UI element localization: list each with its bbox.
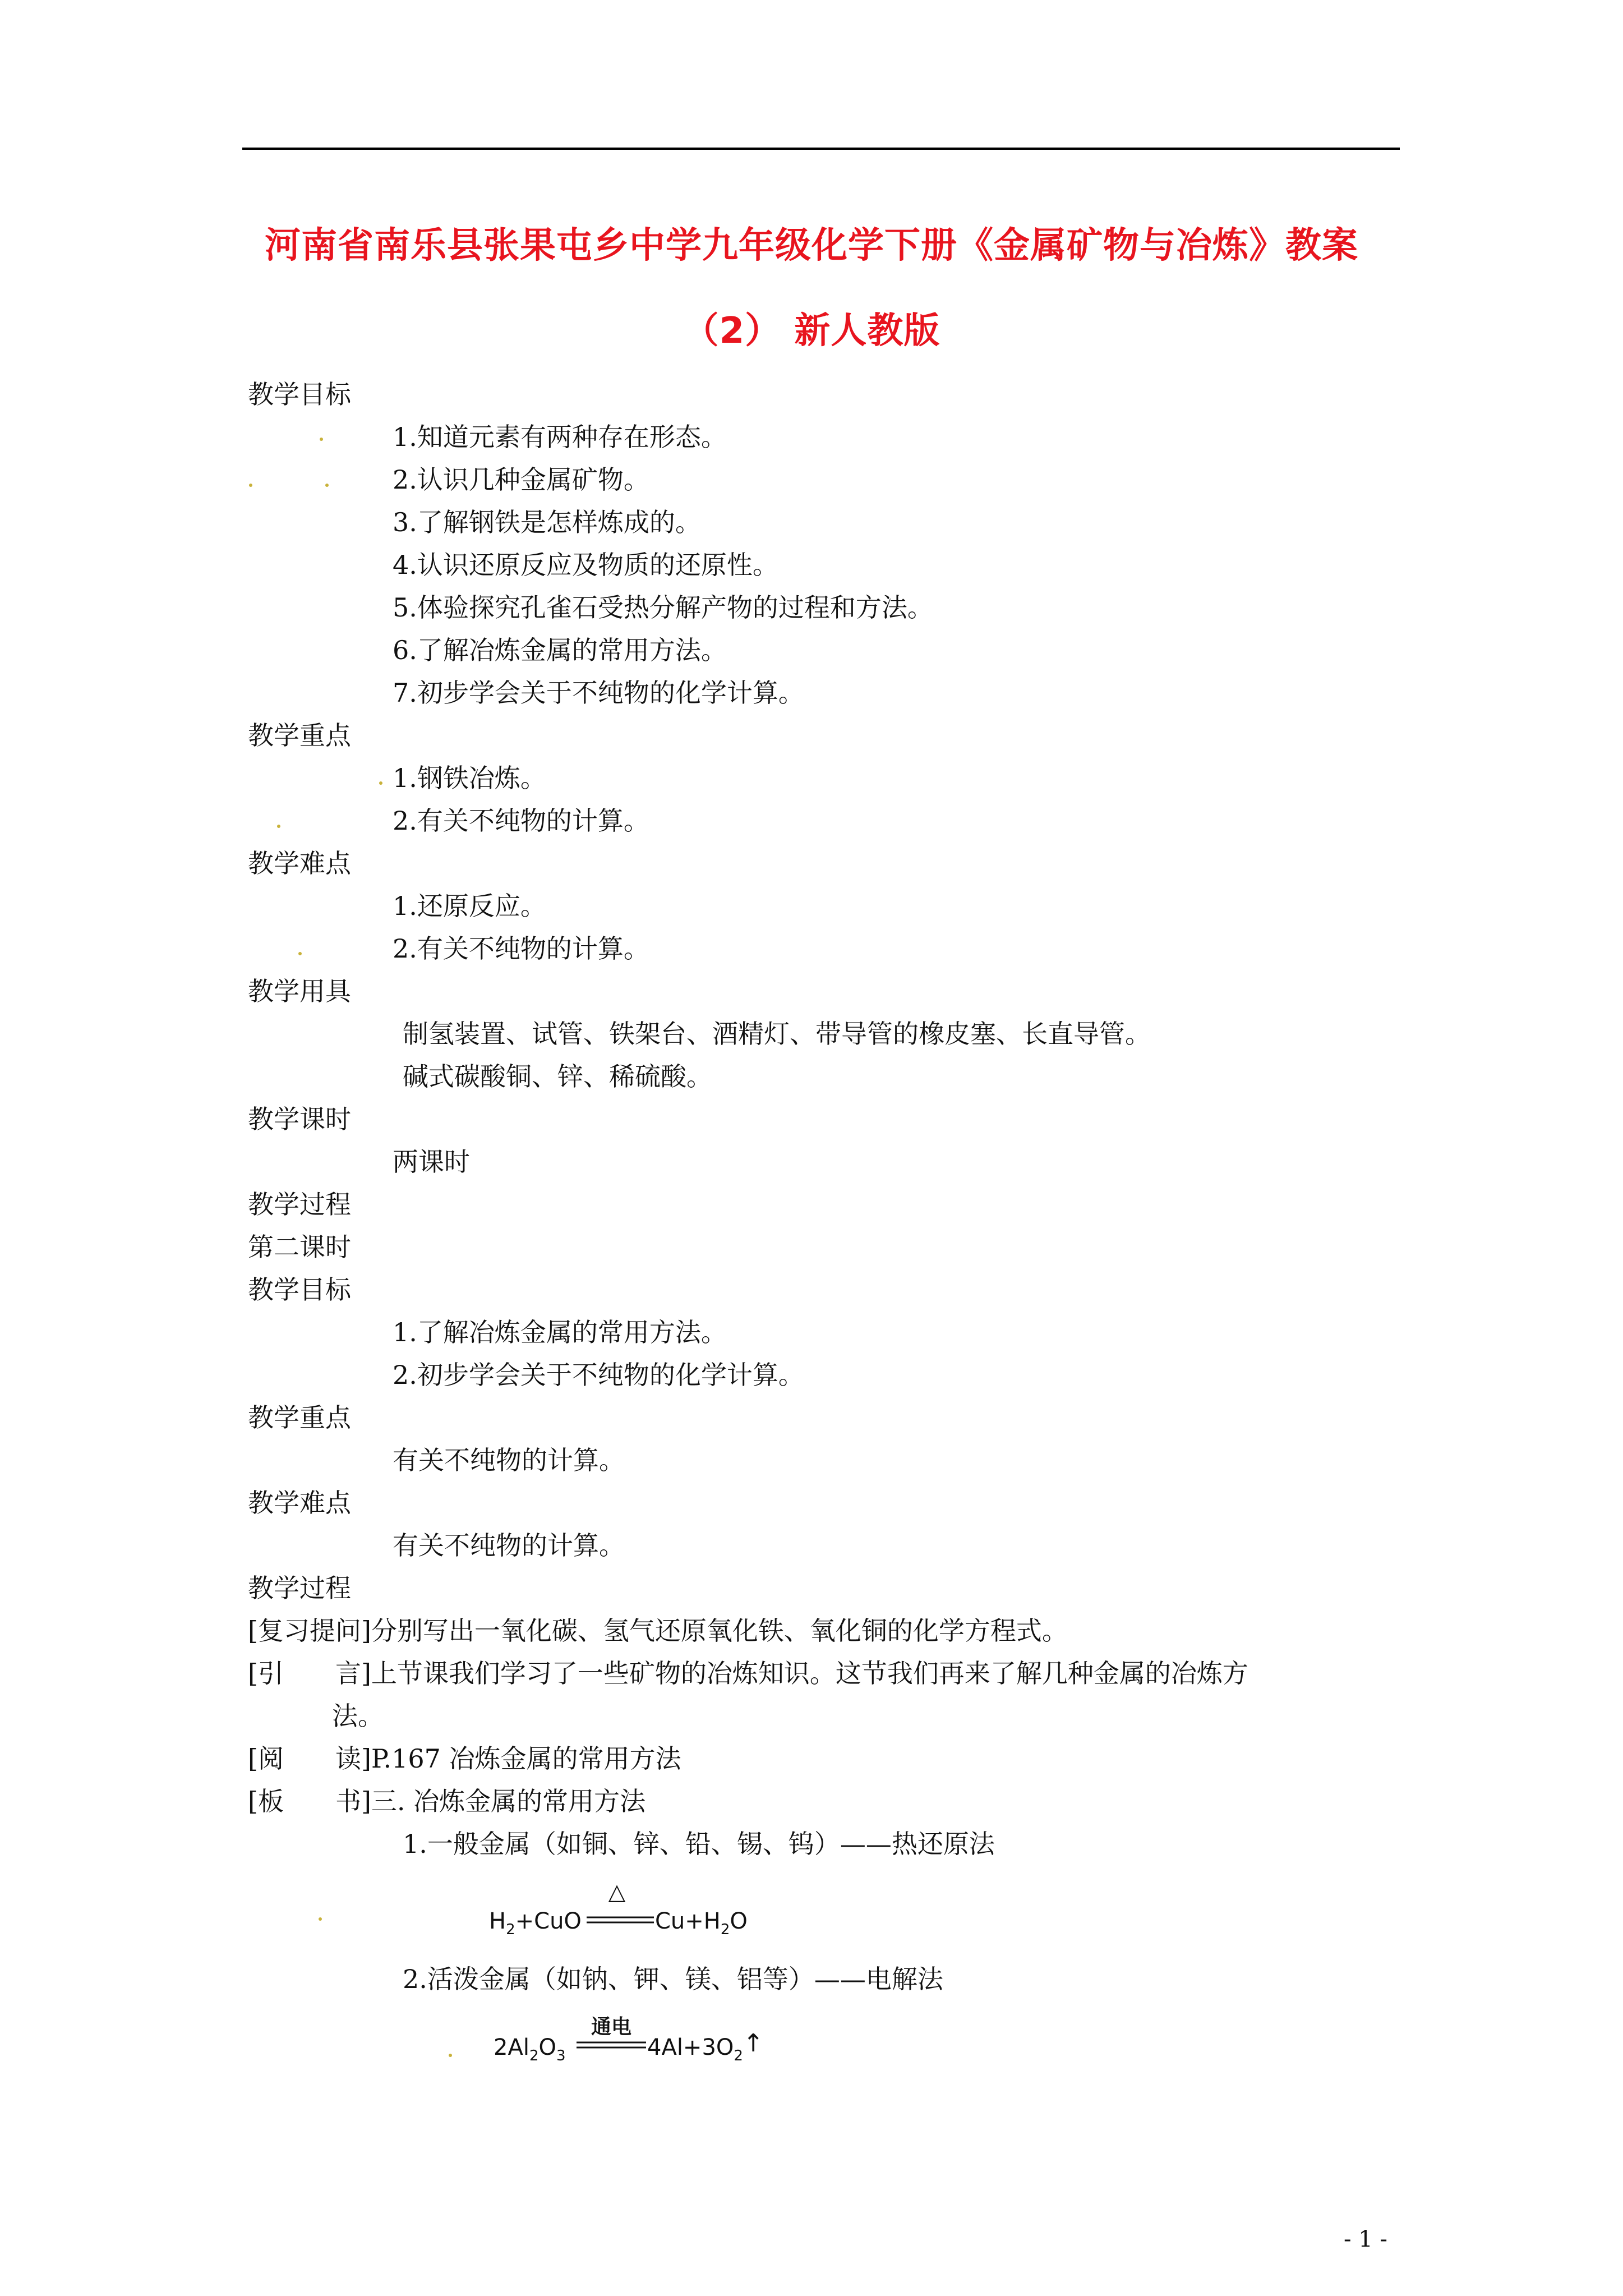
- reaction-condition-heat: △: [608, 1879, 626, 1905]
- introduction-line-continued: 法。: [332, 1701, 384, 1731]
- section-heading: 教学重点: [248, 1402, 351, 1433]
- section-heading: 教学用具: [248, 976, 351, 1006]
- section-heading: 教学过程: [248, 1189, 351, 1220]
- section-heading: 教学难点: [248, 848, 351, 878]
- list-item: 碱式碳酸铜、锌、稀硫酸。: [403, 1061, 712, 1092]
- list-item: 1.一般金属（如铜、锌、铅、锡、钨）——热还原法: [403, 1829, 995, 1859]
- list-item: 2.认识几种金属矿物。: [393, 464, 649, 495]
- list-item: 2.初步学会关于不纯物的化学计算。: [393, 1360, 804, 1390]
- section-heading: 教学重点: [248, 720, 351, 751]
- section-heading: 教学课时: [248, 1104, 351, 1134]
- scan-speck: [325, 484, 329, 487]
- scan-speck: [319, 1917, 322, 1921]
- list-item: 2.有关不纯物的计算。: [393, 933, 649, 964]
- section-heading: 教学目标: [248, 379, 351, 409]
- list-item: 有关不纯物的计算。: [393, 1445, 625, 1475]
- list-item: 7.初步学会关于不纯物的化学计算。: [393, 678, 804, 708]
- review-question-line: [复习提问]分别写出一氧化碳、氢气还原氧化铁、氧化铜的化学方程式。: [248, 1616, 1068, 1646]
- introduction-line: [引 言]上节课我们学习了一些矿物的冶炼知识。这节我们再来了解几种金属的冶炼方: [248, 1658, 1248, 1688]
- reaction-condition-electricity: 通电: [591, 2016, 632, 2039]
- section-heading: 教学难点: [248, 1488, 351, 1518]
- gas-evolution-arrow: ↑: [743, 2029, 764, 2058]
- section-heading: 教学过程: [248, 1573, 351, 1603]
- equation-products: $Cu+H_2O$: [655, 1908, 748, 1938]
- scan-speck: [277, 825, 280, 828]
- scan-speck: [298, 952, 302, 955]
- list-item: 制氢装置、试管、铁架台、酒精灯、带导管的橡皮塞、长直导管。: [403, 1019, 1151, 1049]
- list-item: 1.还原反应。: [393, 891, 546, 921]
- list-item: 1.钢铁冶炼。: [393, 763, 546, 793]
- list-item: 1.知道元素有两种存在形态。: [393, 422, 727, 452]
- equation-products: $4Al+3O_2↑$: [647, 2029, 764, 2064]
- document-title: 河南省南乐县张果屯乡中学九年级化学下册《金属矿物与冶炼》教案: [265, 225, 1358, 266]
- equation-reactants: $2Al_2O_3$: [494, 2035, 566, 2064]
- scan-speck: [320, 438, 323, 441]
- list-item: 5.体验探究孔雀石受热分解产物的过程和方法。: [393, 592, 933, 623]
- scan-speck: [249, 484, 252, 487]
- list-item: 两课时: [393, 1147, 470, 1177]
- list-item: 3.了解钢铁是怎样炼成的。: [393, 507, 701, 537]
- list-item: 4.认识还原反应及物质的还原性。: [393, 550, 778, 580]
- list-item: 有关不纯物的计算。: [393, 1530, 625, 1561]
- section-heading: 教学目标: [248, 1274, 351, 1305]
- list-item: 2.活泼金属（如钠、钾、镁、铝等）——电解法: [403, 1964, 943, 1994]
- equation-hydrogen-reduction: [488, 1877, 746, 1939]
- section-heading: 第二课时: [248, 1232, 351, 1262]
- scan-speck: [379, 781, 382, 785]
- scan-speck: [449, 2054, 452, 2057]
- board-writing-line: [板 书]三. 冶炼金属的常用方法: [248, 1786, 646, 1816]
- equation-electrolysis: [492, 2011, 806, 2073]
- list-item: 6.了解冶炼金属的常用方法。: [393, 635, 727, 665]
- document-title-continued: （2） 新人教版: [683, 310, 940, 352]
- list-item: 2.有关不纯物的计算。: [393, 806, 649, 836]
- header-rule: [242, 148, 1400, 150]
- equation-reactants: $H_2+CuO$: [489, 1908, 582, 1938]
- reading-line: [阅 读]P.167 冶炼金属的常用方法: [248, 1743, 681, 1774]
- page-number: - 1 -: [1344, 2226, 1387, 2252]
- list-item: 1.了解冶炼金属的常用方法。: [393, 1317, 727, 1347]
